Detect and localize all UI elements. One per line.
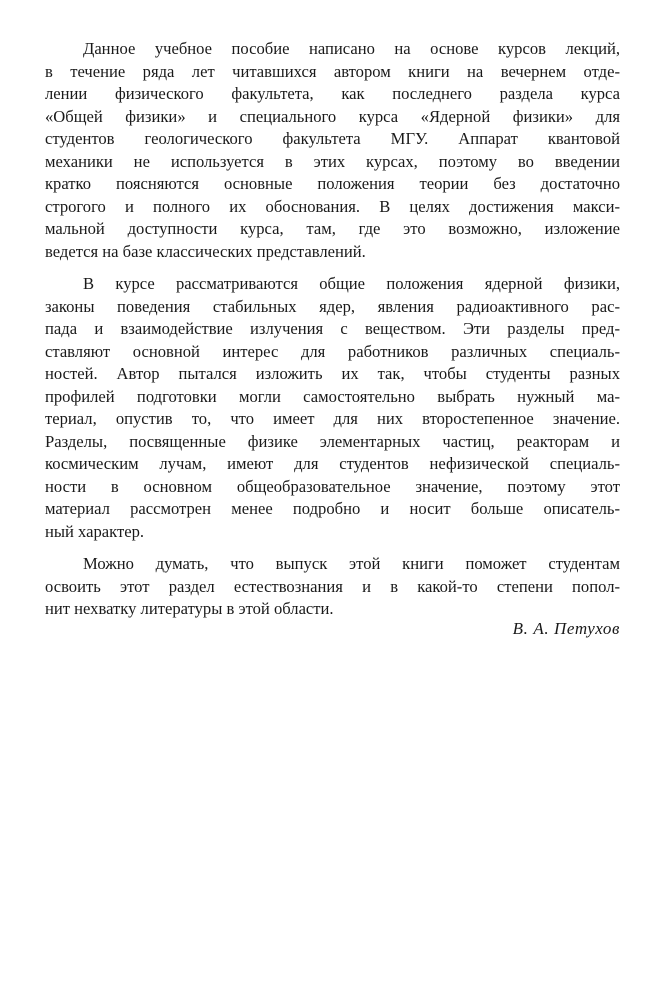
text-line: териал, опустив то, что имеет для них второстепенное значение.: [45, 409, 620, 428]
text-line: кратко поясняются основные положения теории без достаточно: [45, 174, 620, 193]
paragraph-1: [45, 38, 620, 263]
text-line: ный характер.: [45, 521, 145, 541]
text-line: ности в основном общеобразовательное значение, поэтому этот: [45, 476, 620, 496]
author-signature: В. А. Петухов: [512, 619, 620, 638]
text-line: Можно думать, что выпуск этой книги поможет студентам: [83, 554, 620, 573]
text-line: студентов геологического факультета МГУ. Аппарат квантовой: [45, 129, 620, 148]
text-line: освоить этот раздел естествознания и в какой-то степени попол-: [45, 576, 620, 596]
text-line: ведется на базе классических представлений.: [45, 241, 366, 261]
text-line: ставляют основной интерес для работников различных специаль-: [45, 341, 620, 361]
text-line: лении физического факультета, как последнего раздела курса: [45, 84, 620, 103]
paragraph-3: [45, 553, 620, 621]
text-line: законы поведения стабильных ядер, явления радиоактивного рас-: [45, 296, 620, 316]
text-line: В курсе рассматриваются общие положения ядерной физики,: [83, 274, 620, 293]
text-line: Данное учебное пособие написано на основе курсов лекций,: [83, 39, 620, 58]
text-line: космическим лучам, имеют для студентов нефизической специаль-: [45, 454, 620, 473]
text-line: Разделы, посвященные физике элементарных частиц, реакторам и: [45, 431, 620, 451]
preface-body: [45, 38, 620, 621]
text-line: «Общей физики» и специального курса «Ядерной физики» для: [45, 106, 620, 126]
paragraph-2: [45, 273, 620, 543]
text-line: материал рассмотрен менее подробно и носит больше описатель-: [45, 499, 620, 518]
text-line: пада и взаимодействие излучения с веществом. Эти разделы пред-: [45, 319, 620, 338]
text-line: механики не используется в этих курсах, поэтому во введении: [45, 151, 620, 171]
text-line: мальной доступности курса, там, где это возможно, изложение: [45, 219, 620, 238]
text-line: в течение ряда лет читавшихся автором книги на вечернем отде-: [45, 61, 620, 81]
text-line: нит нехватку литературы в этой области.: [45, 599, 334, 618]
text-line: ностей. Автор пытался изложить их так, чтобы студенты разных: [45, 364, 620, 383]
text-line: строгого и полного их обоснования. В целях достижения макси-: [45, 196, 620, 216]
text-line: профилей подготовки могли самостоятельно выбрать нужный ма-: [45, 386, 620, 406]
